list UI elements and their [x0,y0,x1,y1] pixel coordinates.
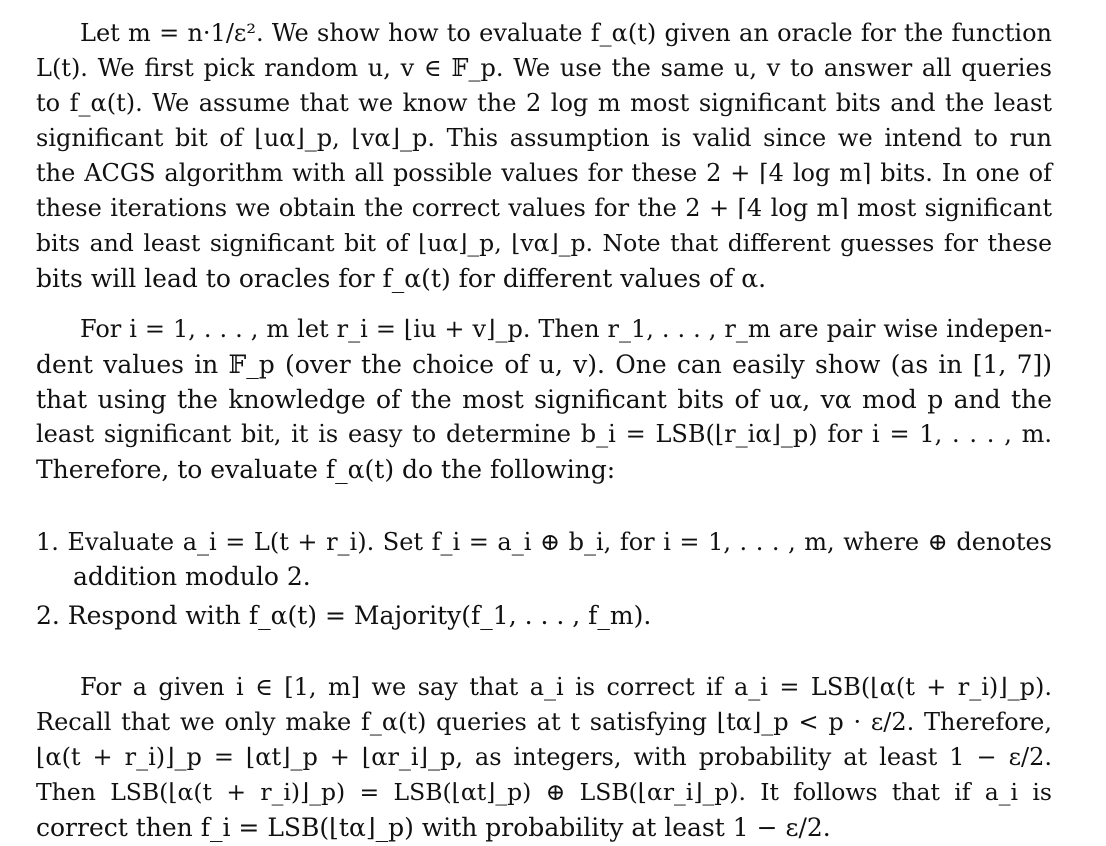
text-line: dent values in 𝔽_p (over the choice of u, v). One can easily show (as in [1, 7]) [36,350,1052,379]
text-line: that using the knowledge of the most significant bits of uα, vα mod p and the [36,385,1052,414]
text-line: For a given i ∈ [1, m] we say that a_i is correct if a_i = LSB(⌊α(t + r_i)⌋_p). [80,673,1052,701]
text-line: bits will lead to oracles for f_α(t) for different values of α. [36,264,767,293]
text-line: Then LSB(⌊α(t + r_i)⌋_p) = LSB(⌊αt⌋_p) ⊕ LSB(⌊αr_i⌋_p). It follows that if a_i is [36,778,1052,806]
text-line: Therefore, to evaluate f_α(t) do the following: [36,455,616,484]
text-line: least significant bit, it is easy to determine b_i = LSB(⌊r_iα⌋_p) for i = 1, . . . , m. [36,420,1052,448]
text-line: to f_α(t). We assume that we know the 2 log m most significant bits and the least [36,89,1052,117]
list-item-text: 2. Respond with f_α(t) = Majority(f_1, . . . , f_m). [36,601,652,630]
text-line: bits and least significant bit of ⌊uα⌋_p, ⌊vα⌋_p. Note that different guesses for these [36,229,1052,257]
text-line: these iterations we obtain the correct values for the 2 + ⌈4 log m⌉ most significant [36,194,1052,222]
text-line: significant bit of ⌊uα⌋_p, ⌊vα⌋_p. This assumption is valid since we intend to run [36,124,1052,152]
text-line: correct then f_i = LSB(⌊tα⌋_p) with probability at least 1 − ε/2. [36,813,831,842]
text-line: the ACGS algorithm with all possible values for these 2 + ⌈4 log m⌉ bits. In one of [36,159,1052,187]
text-line: For i = 1, . . . , m let r_i = ⌊iu + v⌋_p. Then r_1, . . . , r_m are pair wise indepen- [80,315,1052,343]
list-item-continuation: addition modulo 2. [73,562,311,591]
text-line: ⌊α(t + r_i)⌋_p = ⌊αt⌋_p + ⌊αr_i⌋_p, as integers, with probability at least 1 − ε/2. [36,743,1052,771]
text-line: Recall that we only make f_α(t) queries at t satisfying ⌊tα⌋_p < p · ε/2. Therefore, [36,708,1052,736]
text-line: Let m = n·1/ε². We show how to evaluate f_α(t) given an oracle for the function [80,19,1052,47]
list-item-text: 1. Evaluate a_i = L(t + r_i). Set f_i = a_i ⊕ b_i, for i = 1, . . . , m, where ⊕ denotes [36,528,1052,556]
text-line: L(t). We first pick random u, v ∈ 𝔽_p. We use the same u, v to answer all queries [36,54,1052,82]
